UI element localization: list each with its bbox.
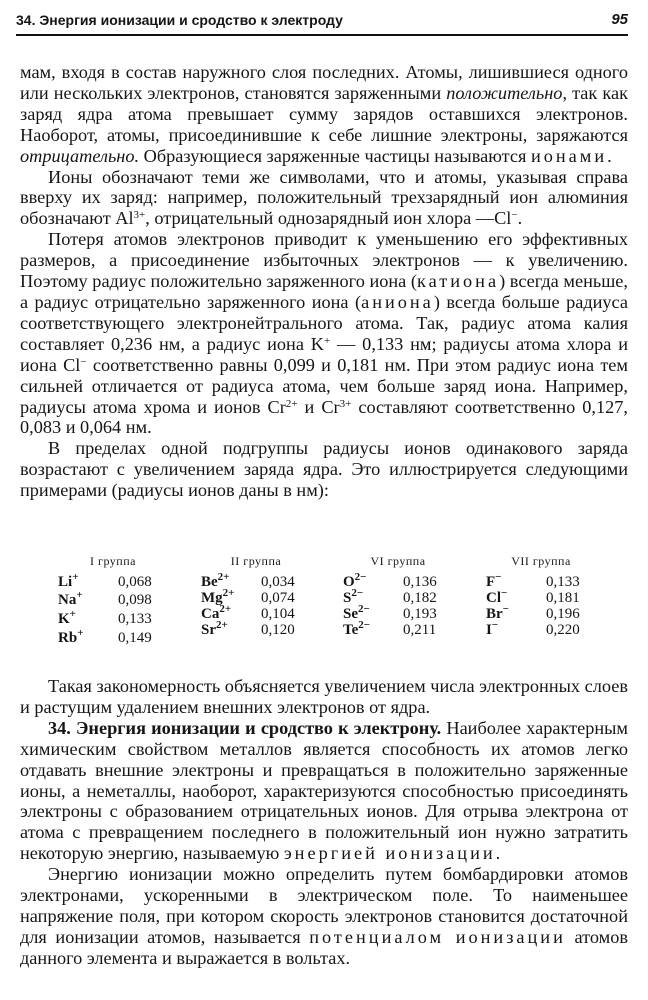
group-header: VII группа xyxy=(511,554,571,568)
paragraph-4: В пределах одной подгруппы радиусы ионов одинакового заряда возрастают с увеличением заряда ядра. Это иллюстрируется следующими примерами (радиусы ионов даны в нм): xyxy=(20,438,628,501)
paragraph-6: 34. Энергия ионизации и сродство к электрону. Наиболее характерным химическим свойством металлов является способность их атомов легко отдавать внешние электроны и превращаться в положительно заряженные ионы, а неметаллы, наоборот, характеризуются способностью присоединять электроны с образованием отрицательных ионов. Для отрыва электрона от атома с превращением последнего в положительный ион нужно затратить некоторую энергию, называемую энергией ионизации. xyxy=(20,717,628,864)
paragraph-3: Потеря атомов электронов приводит к уменьшению его эффективных размеров, а присоединение избыточных электронов — к увеличению. Поэтому радиус положительно заряженного иона (катиона) всегда меньше, а радиус отрицательно заряженного иона (аниона) всегда больше радиуса соответствующего электронейтрального атома. Так, радиус атома калия составляет 0,236 нм, а радиус иона K+ — 0,133 нм; радиусы атома хлора и иона Cl− соответственно равны 0,099 и 0,181 нм. При этом радиус иона тем сильней отличается от радиуса атома, чем больше заряд иона. Например, радиусы атома хрома и ионов $Cr^{2+}$ и $Cr^{3+}$ составляют соответственно 0,127, 0,083 и 0,064 нм. xyxy=(20,229,628,438)
paragraph-7: Энергию ионизации можно определить путем бомбардировки атомов электронами, ускоренными в электрическом поле. То наименьшее напряжение поля, при котором скорость электронов становится достаточной для ионизации атомов, называется потенциалом ионизации атомов данного элемента и выражается в вольтах. xyxy=(20,864,629,968)
page-number: 95 xyxy=(611,11,628,28)
term-cation: катиона xyxy=(417,271,500,292)
term-ionization-potential: потенциалом ионизации xyxy=(309,926,566,947)
paragraph-5: Такая закономерность объясняется увеличением числа электронных слоев и растущим удалением внешних электронов от ядра. xyxy=(20,676,628,717)
paragraph-1: мам, входя в состав наружного слоя последних. Атомы, лишившиеся одного или нескольких электронов, становятся заряженными положительно, так как заряд ядра атома превышает сумму зарядов оставшихся электронов. Наоборот, атомы, присоединившие к себе лишние электроны, заряжаются отрицательно. Образующиеся заряженные частицы называются ионами. xyxy=(20,62,628,166)
running-header xyxy=(16,8,628,36)
header-title: 34. Энергия ионизации и сродство к электроду xyxy=(16,12,343,28)
group-header: VI группа xyxy=(370,554,426,568)
emphasis-positive: положительно xyxy=(446,82,563,103)
emphasis-negative: отрицательно. xyxy=(20,145,140,166)
main-text-upper xyxy=(20,62,628,501)
main-text-lower xyxy=(20,676,628,969)
term-ions: ионами. xyxy=(530,145,615,166)
term-anion: аниона xyxy=(361,291,434,312)
term-ionization-energy: энергией ионизации. xyxy=(283,843,504,864)
group-header: I группа xyxy=(90,554,136,568)
paragraph-2: Ионы обозначают теми же символами, что и атомы, указывая справа вверху их заряд: например, положительный трехзарядный ион алюминия обозначают $Al^{3+}$, отрицательный однозарядный ион хлора —Cl−. xyxy=(20,166,628,229)
section-heading: 34. Энергия ионизации и сродство к электрону. xyxy=(48,717,442,738)
group-header: II группа xyxy=(230,554,282,568)
ion-radii-table: I группа Li+ 0,068 Na+ 0,098 K+ 0,133 Rb+ 0,149 II группа $Be^{2+}$ 0,034 $Mg^{2+}$ 0,074 $Ca^{2+}$ 0,104 $Sr^{2+}$ 0,120 VI группа $O^{2-}$ 0,136 $S^{2-}$ 0,182 $Se^{2-}$ 0,193 $Te^{2-}$ 0,211 VII группа F− 0,133 Cl− 0,181 Br− 0,196 I− 0,220 xyxy=(58,554,628,654)
